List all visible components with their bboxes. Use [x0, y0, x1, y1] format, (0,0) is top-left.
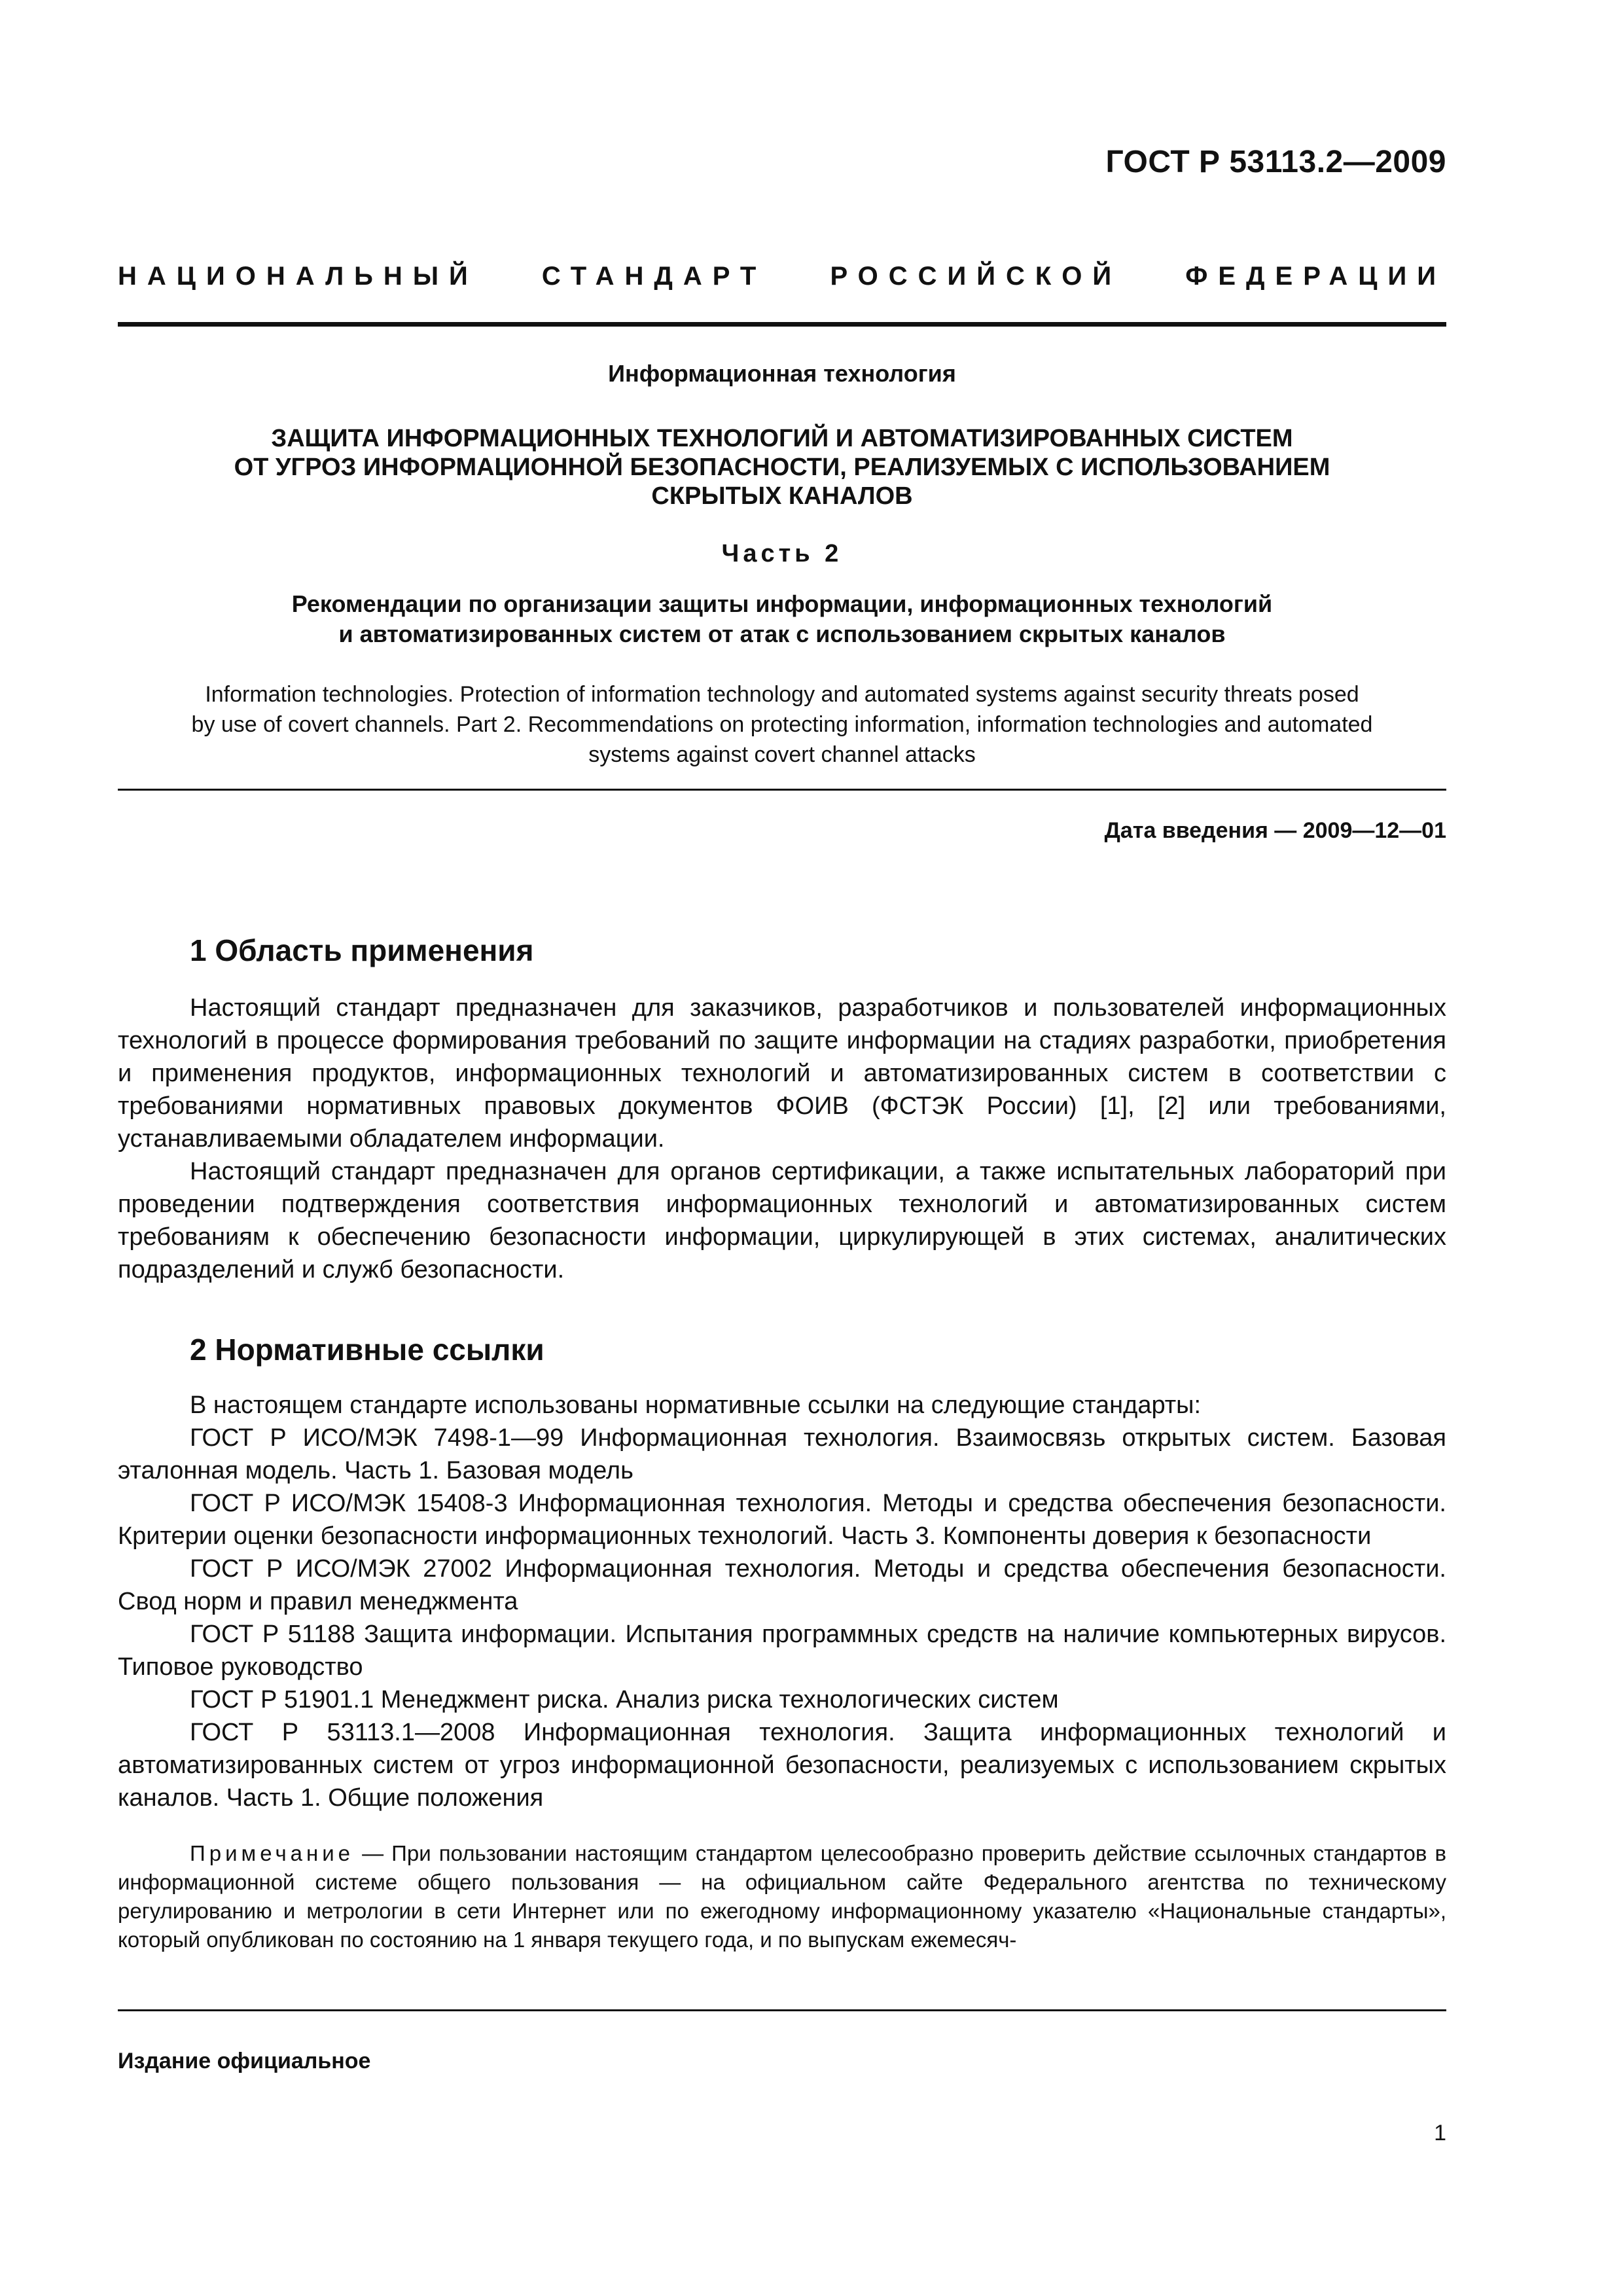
- english-title-line: systems against covert channel attacks: [588, 742, 976, 767]
- footer-divider: [118, 2009, 1446, 2011]
- english-title: [118, 679, 1446, 770]
- effective-date: Дата введения — 2009—12—01: [1104, 818, 1446, 843]
- subtitle-line: Рекомендации по организации защиты информации, информационных технологий: [291, 590, 1273, 617]
- official-edition-label: Издание официальное: [118, 2049, 371, 2073]
- national-word: СТАНДАРТ: [541, 262, 767, 291]
- english-title-line: Information technologies. Protection of information technology and automated systems against security threats posed: [205, 682, 1359, 707]
- national-word: ФЕДЕРАЦИИ: [1185, 262, 1446, 291]
- page-number: 1: [1434, 2121, 1446, 2145]
- subtitle: [118, 589, 1446, 649]
- reference-item: ГОСТ Р 51901.1 Менеджмент риска. Анализ риска технологических систем: [190, 1686, 1059, 1713]
- note-block: [118, 1839, 1446, 1954]
- top-divider: [118, 322, 1446, 327]
- standard-code: ГОСТ Р 53113.2—2009: [1105, 145, 1446, 179]
- reference-item: ГОСТ Р 51188 Защита информации. Испытания программных средств на наличие компьютерных вирусов. Типовое руководство: [118, 1621, 1446, 1681]
- main-title: [118, 424, 1446, 511]
- title-divider: [118, 789, 1446, 791]
- main-title-line: СКРЫТЫХ КАНАЛОВ: [651, 482, 913, 510]
- section-2-title: 2 Нормативные ссылки: [190, 1333, 544, 1367]
- reference-item: ГОСТ Р ИСО/МЭК 7498-1—99 Информационная технология. Взаимосвязь открытых систем. Базовая эталонная модель. Часть 1. Базовая модель: [118, 1424, 1446, 1484]
- reference-item: ГОСТ Р ИСО/МЭК 15408-3 Информационная технология. Методы и средства обеспечения безопасности. Критерии оценки безопасности информационных технологий. Часть 3. Компоненты доверия к безопасности: [118, 1490, 1446, 1550]
- national-word: НАЦИОНАЛЬНЫЙ: [118, 262, 478, 291]
- note-label: Примечание: [190, 1841, 355, 1865]
- document-page: [118, 0, 1446, 2296]
- reference-item: ГОСТ Р ИСО/МЭК 27002 Информационная технология. Методы и средства обеспечения безопасности. Свод норм и правил менеджмента: [118, 1555, 1446, 1615]
- section-2-body: [118, 1389, 1446, 1814]
- main-title-line: ОТ УГРОЗ ИНФОРМАЦИОННОЙ БЕЗОПАСНОСТИ, РЕАЛИЗУЕМЫХ С ИСПОЛЬЗОВАНИЕМ: [234, 454, 1330, 481]
- note-paragraph: [118, 1839, 1446, 1954]
- note-text: — При пользовании настоящим стандартом целесообразно проверить действие ссылочных стандартов в информационной системе общего пользования — на официальном сайте Федерального агентства по техническому регулированию и метрологии в сети Интернет или по ежегодному информационному указателю «Национальные стандарты», который опубликован по состоянию на 1 января текущего года, и по выпускам ежемесяч-: [118, 1841, 1446, 1952]
- english-title-line: by use of covert channels. Part 2. Recommendations on protecting information, information technologies and automated: [191, 712, 1373, 737]
- section-1-body: [118, 992, 1446, 1286]
- part-label: Часть 2: [721, 540, 843, 567]
- paragraph: В настоящем стандарте использованы нормативные ссылки на следующие стандарты:: [190, 1391, 1202, 1419]
- reference-item: ГОСТ Р 53113.1—2008 Информационная технология. Защита информационных технологий и автоматизированных систем от угроз информационной безопасности, реализуемых с использованием скрытых каналов. Часть 1. Общие положения: [118, 1719, 1446, 1812]
- main-title-line: ЗАЩИТА ИНФОРМАЦИОННЫХ ТЕХНОЛОГИЙ И АВТОМАТИЗИРОВАННЫХ СИСТЕМ: [271, 425, 1293, 452]
- paragraph: Настоящий стандарт предназначен для органов сертификации, а также испытательных лабораторий при проведении подтверждения соответствия информационных технологий и автоматизированных систем требованиям к обеспечению безопасности информации, циркулирующей в этих системах, аналитических подразделений и служб безопасности.: [118, 1158, 1446, 1283]
- paragraph: Настоящий стандарт предназначен для заказчиков, разработчиков и пользователей информационных технологий в процессе формирования требований по защите информации на стадиях разработки, приобретения и применения продуктов, информационных технологий и автоматизированных систем в соответствии с требованиями нормативных правовых документов ФОИВ (ФСТЭК России) [1], [2] или требованиями, устанавливаемыми обладателем информации.: [118, 994, 1446, 1153]
- national-standard-heading: [118, 262, 1446, 291]
- national-word: РОССИЙСКОЙ: [830, 262, 1122, 291]
- subtitle-line: и автоматизированных систем от атак с использованием скрытых каналов: [338, 620, 1226, 647]
- title-intro: Информационная технология: [608, 360, 956, 387]
- section-1-title: 1 Область применения: [190, 933, 534, 967]
